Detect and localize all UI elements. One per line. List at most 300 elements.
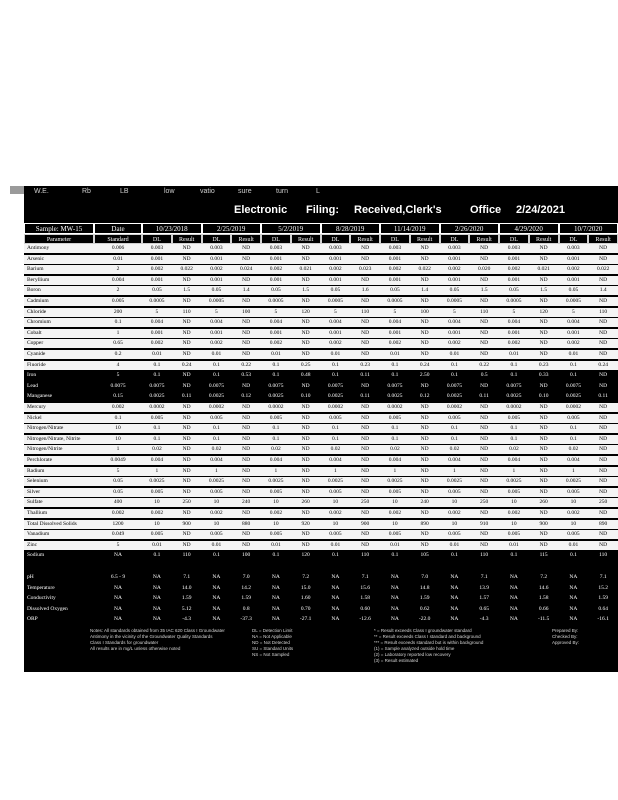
result-cell: 100: [420, 308, 429, 315]
result-cell: 0.001: [150, 255, 164, 262]
result-cell: ND: [242, 245, 251, 251]
result-cell: NA: [569, 574, 578, 580]
result-cell: ND: [539, 531, 548, 538]
result-cell: 0.0075: [387, 382, 403, 389]
result-cell: ND: [361, 457, 370, 463]
table-section-gap: [24, 562, 618, 573]
result-cell: 0.002: [448, 266, 461, 273]
note-line: (2) = Laboratory reported low recovery: [374, 652, 451, 657]
result-cell: ND: [361, 245, 370, 251]
result-cell: 0.003: [507, 245, 521, 251]
result-cell: 0.023: [358, 266, 372, 273]
result-cell: ND: [420, 351, 429, 357]
result-cell: NA: [212, 595, 221, 602]
filing-word: Electronic: [234, 204, 288, 216]
parameter-name: Fluoride: [27, 361, 46, 368]
result-cell: 10: [570, 520, 577, 527]
result-cell: 0.01: [568, 351, 579, 357]
result-cell: 1: [512, 467, 516, 474]
result-cell: 0.001: [150, 329, 164, 336]
result-cell: ND: [182, 245, 191, 251]
result-cell: 0.1: [569, 552, 577, 559]
result-cell: 0.002: [567, 266, 580, 273]
result-cell: ND: [242, 382, 251, 389]
result-cell: ND: [242, 541, 251, 548]
result-cell: 1.5: [480, 287, 488, 294]
result-cell: 110: [361, 308, 370, 315]
result-cell: 0.0025: [446, 393, 462, 400]
result-cell: ND: [480, 298, 489, 304]
result-cell: 0.001: [269, 255, 283, 262]
standard-value: 0.006: [111, 245, 125, 251]
result-cell: 10: [332, 520, 339, 527]
table-row: [24, 318, 618, 327]
result-cell: 10: [392, 499, 398, 506]
result-cell: 0.002: [567, 340, 580, 347]
result-cell: 0.005: [150, 414, 164, 421]
result-cell: 0.024: [239, 266, 253, 273]
result-cell: 0.003: [210, 245, 223, 251]
table-notes: [24, 622, 618, 672]
sample-date: 11/14/2019: [380, 223, 440, 234]
result-cell: ND: [361, 276, 370, 283]
parameter-name: Manganese: [27, 393, 53, 400]
result-cell: 0.1: [510, 372, 518, 379]
table-row: [24, 276, 618, 285]
table-row: [24, 308, 618, 317]
result-cell: 0.01: [449, 351, 460, 357]
result-cell: 7.1: [183, 574, 191, 580]
result-cell: 880: [242, 520, 251, 527]
result-cell: 0.005: [269, 414, 283, 421]
result-cell: 0.003: [567, 245, 580, 251]
result-cell: 0.0075: [208, 382, 224, 389]
result-cell: 5: [334, 308, 337, 315]
result-cell: 0.0005: [268, 298, 284, 304]
result-cell: 0.022: [180, 266, 193, 273]
result-cell: 0.001: [567, 276, 580, 283]
table-row: [24, 509, 618, 518]
column-header: DL: [202, 234, 232, 244]
table-row: [24, 414, 618, 423]
table-row: [24, 467, 618, 476]
result-cell: 260: [539, 499, 548, 506]
result-cell: ND: [242, 457, 251, 463]
result-cell: NA: [152, 605, 161, 612]
result-cell: 15.6: [360, 584, 370, 591]
result-cell: 0.0002: [387, 404, 403, 410]
note-line: (1) = Sample analyzed outside hold time: [374, 646, 455, 651]
result-cell: -11.5: [537, 616, 550, 623]
result-cell: 1.4: [242, 287, 250, 294]
result-cell: 5: [274, 308, 278, 315]
result-cell: ND: [599, 382, 608, 389]
result-cell: NA: [152, 584, 161, 591]
result-cell: 0.0005: [327, 298, 343, 304]
column-header-row: [24, 234, 618, 244]
result-cell: ND: [301, 457, 310, 463]
standard-value: NA: [114, 616, 122, 623]
result-cell: ND: [420, 435, 429, 442]
result-cell: 0.004: [507, 319, 521, 326]
result-cell: 0.0002: [327, 404, 343, 410]
result-cell: NA: [509, 605, 518, 612]
standard-value: 0.05: [113, 478, 123, 485]
table-row: [24, 530, 618, 539]
parameter-name: Vanadium: [27, 531, 50, 538]
result-cell: 110: [182, 308, 191, 315]
result-cell: 0.003: [269, 245, 283, 251]
result-cell: 7.0: [421, 574, 429, 580]
result-cell: 0.005: [388, 531, 402, 538]
column-header: Result: [588, 234, 618, 244]
result-cell: 5: [512, 308, 516, 315]
parameter-name: Arsenic: [27, 255, 45, 262]
result-cell: NA: [450, 574, 459, 580]
result-cell: 0.1: [391, 552, 399, 559]
result-cell: NA: [569, 584, 578, 591]
result-cell: 0.01: [509, 351, 519, 357]
result-cell: ND: [182, 404, 191, 410]
result-cell: 0.004: [150, 457, 164, 463]
parameter-name: Nitrogen/Nitrate, Nitrite: [27, 435, 81, 442]
result-cell: 0.11: [360, 393, 370, 400]
note-line: (3) = Result estimated: [374, 658, 419, 663]
result-cell: 0.1: [510, 361, 518, 368]
result-cell: NA: [331, 584, 340, 591]
parameter-name: Perchlorate: [27, 457, 53, 463]
result-cell: 10: [273, 499, 279, 506]
result-cell: ND: [539, 319, 548, 326]
header-fragment: LB: [120, 188, 129, 195]
result-cell: ND: [539, 446, 548, 453]
result-cell: ND: [599, 457, 608, 463]
result-cell: ND: [182, 446, 191, 453]
result-cell: ND: [599, 467, 608, 474]
result-cell: ND: [301, 541, 310, 548]
column-header: DL: [261, 234, 291, 244]
result-cell: ND: [420, 319, 429, 326]
result-cell: ND: [361, 510, 370, 516]
standard-value: NA: [114, 584, 122, 591]
result-cell: 15.0: [300, 584, 311, 591]
result-cell: 0.0002: [506, 404, 522, 410]
result-cell: 110: [361, 552, 370, 559]
note-line: Checked By:: [552, 634, 578, 639]
result-cell: 0.0005: [149, 298, 165, 304]
standard-value: 1: [116, 446, 120, 453]
result-cell: NA: [450, 595, 459, 602]
result-cell: 0.002: [150, 266, 164, 273]
result-cell: 0.23: [360, 361, 370, 368]
result-cell: 5: [215, 308, 218, 315]
column-header: Result: [231, 234, 261, 244]
result-cell: -22.0: [418, 616, 431, 623]
column-header: Result: [350, 234, 380, 244]
result-cell: NA: [390, 616, 399, 623]
result-cell: ND: [539, 351, 548, 357]
result-cell: 0.11: [598, 393, 608, 400]
result-cell: 0.10: [538, 393, 549, 400]
result-cell: ND: [480, 531, 489, 538]
column-header: DL: [559, 234, 589, 244]
sample-date: 10/23/2018: [142, 223, 202, 234]
result-cell: 110: [599, 308, 608, 315]
result-cell: 240: [242, 499, 251, 506]
result-cell: 1.60: [300, 595, 311, 602]
standard-value: 0.65: [113, 340, 123, 347]
result-cell: 0.60: [360, 605, 370, 612]
result-cell: ND: [242, 531, 251, 538]
result-cell: ND: [599, 255, 608, 262]
result-cell: ND: [539, 245, 548, 251]
result-cell: 0.1: [569, 361, 577, 368]
result-cell: 0.001: [448, 329, 461, 336]
result-cell: ND: [480, 414, 489, 421]
standard-value: 5: [116, 467, 120, 474]
result-cell: 0.004: [507, 457, 521, 463]
scanned-header-fragments: [24, 186, 618, 200]
result-cell: 0.001: [388, 255, 402, 262]
result-cell: 10: [213, 520, 220, 527]
result-cell: 0.1: [212, 372, 220, 379]
result-cell: 0.0075: [506, 382, 522, 389]
result-cell: 0.002: [269, 266, 283, 273]
column-header: DL: [499, 234, 529, 244]
result-cell: ND: [599, 298, 608, 304]
result-cell: ND: [182, 382, 191, 389]
result-cell: 0.1: [331, 361, 339, 368]
table-row: [24, 350, 618, 359]
result-cell: 0.004: [329, 319, 342, 326]
result-cell: 0.1: [450, 552, 458, 559]
result-cell: ND: [182, 319, 191, 326]
result-cell: 110: [480, 308, 489, 315]
result-cell: 890: [420, 520, 429, 527]
result-cell: 5: [453, 308, 456, 315]
parameter-name: Radium: [27, 467, 45, 474]
table-row: [24, 244, 618, 253]
header-fragment: vatio: [200, 188, 215, 195]
result-cell: ND: [182, 255, 191, 262]
table-row: [24, 265, 618, 274]
result-cell: NA: [331, 616, 340, 623]
result-cell: 0.001: [567, 255, 580, 262]
standard-value: 1200: [112, 520, 124, 527]
result-cell: ND: [301, 425, 310, 432]
result-cell: ND: [539, 382, 548, 389]
standard-value: 0.002: [111, 404, 125, 410]
result-cell: ND: [480, 425, 489, 432]
result-cell: 0.02: [509, 446, 519, 453]
result-cell: ND: [420, 382, 429, 389]
result-cell: 1.59: [241, 595, 251, 602]
result-cell: NA: [509, 584, 518, 591]
result-cell: ND: [361, 382, 370, 389]
header-fragment: low: [164, 188, 175, 195]
result-cell: 10: [511, 499, 517, 506]
result-cell: NA: [271, 605, 280, 612]
result-cell: ND: [301, 510, 310, 516]
note-line: ND = Not Detected: [252, 640, 290, 645]
result-cell: ND: [242, 329, 251, 336]
result-cell: ND: [301, 382, 310, 389]
result-cell: NA: [152, 595, 161, 602]
result-cell: 10: [392, 520, 398, 527]
parameter-name: Nickel: [27, 414, 42, 421]
result-cell: 0.003: [448, 245, 461, 251]
result-cell: 0.05: [330, 287, 341, 294]
result-cell: ND: [242, 319, 251, 326]
result-cell: 0.004: [388, 319, 402, 326]
result-cell: ND: [242, 435, 251, 442]
analytical-results-sheet: [24, 186, 618, 672]
result-cell: ND: [480, 457, 489, 463]
result-cell: ND: [480, 467, 489, 474]
table-row: [24, 424, 618, 433]
parameter-name: Thallium: [27, 510, 48, 516]
result-cell: 0.002: [210, 340, 223, 347]
standard-value: 0.049: [111, 531, 125, 538]
result-cell: 0.002: [269, 340, 283, 347]
result-cell: 0.004: [269, 457, 283, 463]
result-cell: 0.1: [450, 425, 458, 432]
result-cell: 0.005: [567, 531, 580, 538]
parameter-name: Zinc: [27, 541, 38, 548]
column-header: Parameter: [24, 234, 94, 244]
result-cell: ND: [182, 425, 191, 432]
result-cell: NA: [271, 616, 280, 623]
result-cell: 14.6: [538, 584, 549, 591]
result-cell: 0.001: [269, 329, 283, 336]
result-cell: 0.005: [388, 488, 402, 495]
result-cell: 0.002: [507, 266, 521, 273]
result-cell: 1.57: [479, 595, 489, 602]
result-cell: ND: [182, 478, 191, 485]
result-cell: 0.05: [152, 287, 162, 294]
result-cell: 0.01: [330, 541, 341, 548]
result-cell: -37.3: [240, 616, 252, 623]
note-line: NS = Not Sampled: [252, 652, 290, 657]
result-cell: 0.0025: [387, 478, 403, 485]
result-cell: 0.1: [450, 361, 458, 368]
result-cell: 0.24: [598, 361, 608, 368]
result-cell: NA: [509, 616, 518, 623]
parameter-name: Silver: [27, 488, 41, 495]
result-cell: ND: [182, 541, 191, 548]
result-cell: ND: [420, 541, 429, 548]
table-row: [24, 392, 618, 401]
result-cell: 105: [420, 552, 429, 559]
result-cell: 115: [539, 552, 548, 559]
standard-value: 2: [116, 266, 120, 273]
result-cell: ND: [480, 510, 489, 516]
result-cell: 0.05: [509, 287, 519, 294]
result-cell: ND: [242, 414, 251, 421]
parameter-name: Beryllium: [27, 276, 50, 283]
result-cell: 0.05: [390, 287, 400, 294]
result-cell: 0.33: [538, 372, 549, 379]
result-cell: ND: [599, 446, 608, 453]
sample-date-row: [24, 223, 618, 234]
result-cell: -4.3: [479, 616, 489, 623]
parameter-name: Mercury: [27, 404, 46, 410]
result-cell: 0.005: [269, 488, 283, 495]
result-cell: 0.11: [479, 393, 489, 400]
header-fragment: W.E.: [34, 188, 49, 195]
result-cell: 10: [451, 499, 458, 506]
result-cell: 10: [332, 499, 339, 506]
result-cell: NA: [152, 574, 161, 580]
result-cell: 0.001: [269, 276, 283, 283]
result-cell: 0.1: [153, 435, 161, 442]
parameter-name: Copper: [27, 340, 44, 347]
result-cell: 0.001: [567, 329, 580, 336]
result-cell: ND: [599, 435, 608, 442]
result-cell: 7.0: [242, 574, 250, 580]
parameter-name: Cyanide: [27, 351, 46, 357]
result-cell: ND: [361, 541, 370, 548]
result-cell: 240: [420, 499, 429, 506]
filing-word: Filing:: [306, 204, 339, 216]
result-cell: ND: [301, 435, 310, 442]
result-cell: 0.002: [269, 510, 283, 516]
result-cell: 0.001: [448, 276, 461, 283]
result-cell: 2.50: [419, 372, 430, 379]
parameter-name: Antimony: [27, 245, 50, 251]
result-cell: 0.24: [181, 361, 192, 368]
result-cell: 7.1: [599, 574, 607, 580]
result-cell: NA: [212, 616, 221, 623]
result-cell: ND: [480, 340, 489, 347]
result-cell: 13.9: [479, 584, 489, 591]
result-cell: 1: [393, 467, 397, 474]
standard-value: 400: [113, 499, 123, 506]
result-cell: ND: [301, 478, 310, 485]
result-cell: 0.11: [181, 393, 192, 400]
result-cell: 110: [182, 552, 191, 559]
result-cell: 0.004: [210, 319, 223, 326]
result-cell: 0.01: [509, 541, 519, 548]
result-cell: NA: [569, 616, 578, 623]
result-cell: ND: [182, 351, 191, 357]
result-cell: 0.0025: [565, 478, 581, 485]
result-cell: 0.0025: [387, 393, 403, 400]
result-cell: ND: [420, 340, 429, 347]
note-line: Approved By:: [552, 640, 580, 645]
result-cell: 0.10: [300, 393, 311, 400]
result-cell: 10: [570, 499, 577, 506]
result-cell: 0.0075: [149, 382, 165, 389]
result-cell: 0.11: [360, 372, 370, 379]
parameter-name: Selenium: [27, 478, 48, 485]
result-cell: 0.66: [538, 605, 549, 612]
result-cell: 0.002: [329, 340, 342, 347]
result-cell: 0.005: [507, 488, 521, 495]
standard-value: 1: [116, 329, 120, 336]
result-cell: 1.59: [181, 595, 192, 602]
parameter-name: Lead: [27, 382, 38, 389]
header-fragment: turn: [276, 188, 289, 195]
result-cell: 0.0025: [565, 393, 581, 400]
result-cell: ND: [420, 478, 429, 485]
result-cell: -4.3: [182, 616, 191, 623]
result-cell: 0.001: [329, 255, 342, 262]
result-cell: 10: [154, 520, 160, 527]
result-cell: 0.021: [299, 266, 312, 273]
parameter-name: Total Dissolved Solids: [27, 520, 77, 527]
column-header: DL: [142, 234, 172, 244]
